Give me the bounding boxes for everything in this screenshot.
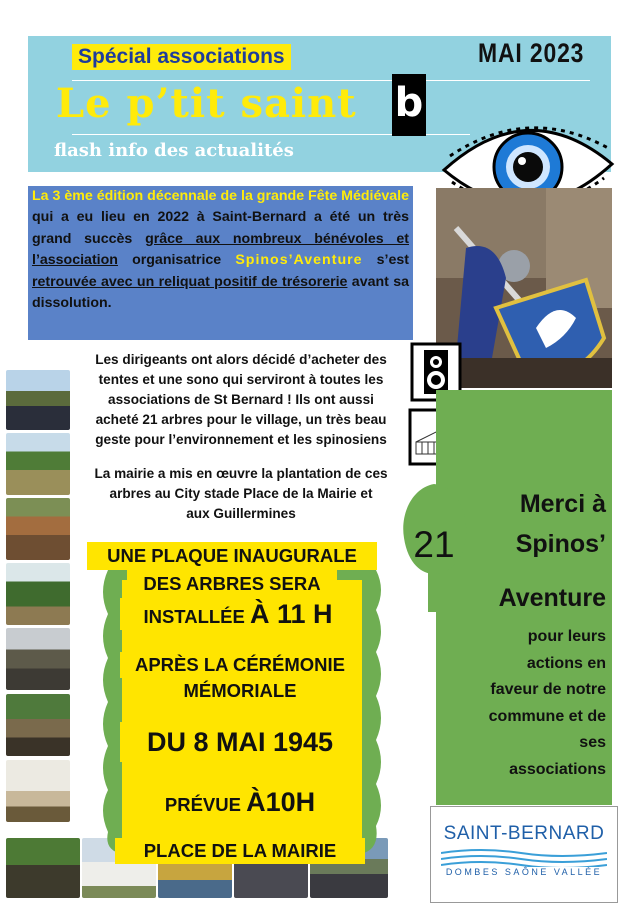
thanks-heading: Aventure xyxy=(498,584,606,612)
intro-text: avant sa dissolution. xyxy=(32,273,409,312)
thanks-heading: Spinos’ xyxy=(515,530,606,558)
announcement-time: À10H xyxy=(246,787,316,817)
newsletter-title: Le p’tit saint xyxy=(56,80,357,127)
announcement-text: PRÉVUE xyxy=(164,794,247,815)
body-line: La mairie a mis en œuvre la plantation de ces xyxy=(94,466,388,481)
body-line: arbres au City stade Place de la Mairie et xyxy=(109,486,373,501)
body-line: geste pour l’environnement et les spinosiens xyxy=(95,432,387,447)
thanks-line: pour leurs xyxy=(527,628,606,645)
tree-count: 21 xyxy=(413,524,455,565)
newsletter-title-letter: b xyxy=(392,74,426,136)
body-line: tentes et une sono qui serviront à toutes les xyxy=(98,372,384,387)
body-line: aux Guillermines xyxy=(186,506,296,521)
body-paragraph-1 xyxy=(72,350,410,450)
thanks-heading: Merci à xyxy=(519,490,606,518)
thanks-line: faveur de notre xyxy=(490,681,606,698)
issue-date: MAI 2023 xyxy=(478,38,585,68)
announcement-time: À 11 H xyxy=(250,599,333,629)
logo-waves xyxy=(441,847,607,867)
body-line: Les dirigeants ont alors décidé d’acheter des xyxy=(95,352,387,367)
announcement-line: APRÈS LA CÉRÉMONIE xyxy=(120,652,360,678)
knight-photo xyxy=(436,188,612,388)
newsletter-subtitle: flash info des actualités xyxy=(54,140,294,161)
event-photo xyxy=(6,498,70,560)
body-paragraph-2 xyxy=(72,464,410,524)
announcement-line: MÉMORIALE xyxy=(160,678,320,704)
event-photo xyxy=(6,370,70,430)
announcement-line: UNE PLAQUE INAUGURALE xyxy=(87,542,377,570)
event-photo xyxy=(6,563,70,625)
association-name: Spinos’Aventure xyxy=(235,252,363,269)
thanks-line: actions en xyxy=(526,654,606,672)
announcement-text: INSTALLÉE xyxy=(143,606,250,627)
event-photo xyxy=(6,838,80,898)
announcement-place: PLACE DE LA MAIRIE xyxy=(115,838,365,864)
intro-text: qui a eu lieu en 2022 à Saint-Bernard a été un très grand succès xyxy=(32,209,409,247)
thanks-line: associations xyxy=(509,760,606,778)
body-line: acheté 21 arbres pour le village, un très beau xyxy=(95,412,387,427)
town-logo xyxy=(430,806,618,903)
thanks-line: commune et de xyxy=(488,707,606,725)
intro-paragraph xyxy=(28,186,413,340)
announcement-line: DES ARBRES SERA xyxy=(127,570,337,598)
thanks-message xyxy=(436,484,606,783)
event-photo xyxy=(6,433,70,495)
thanks-line: ses xyxy=(579,734,606,751)
announcement-line xyxy=(145,784,335,820)
intro-highlight: La 3 ème édition décennale de la grande Fête Médiévale xyxy=(32,188,409,204)
event-photo xyxy=(6,694,70,756)
section-badge: Spécial associations xyxy=(72,44,291,70)
announcement-date: DU 8 MAI 1945 xyxy=(120,722,360,762)
announcement-line xyxy=(120,598,356,630)
logo-name: SAINT-BERNARD xyxy=(443,823,605,844)
intro-text-underlined: grâce aux nombreux bénévoles et l’association xyxy=(32,230,409,269)
event-photo xyxy=(6,760,70,822)
intro-text-underlined: retrouvée avec un reliquat positif de trésorerie xyxy=(32,273,348,290)
logo-tagline: DOMBES SAÔNE VALLÉE xyxy=(445,867,603,877)
event-photo xyxy=(6,628,70,690)
intro-text: s’est xyxy=(362,252,409,269)
intro-text: organisatrice xyxy=(117,252,236,269)
body-line: associations de St Bernard ! Ils ont aussi xyxy=(108,392,374,407)
